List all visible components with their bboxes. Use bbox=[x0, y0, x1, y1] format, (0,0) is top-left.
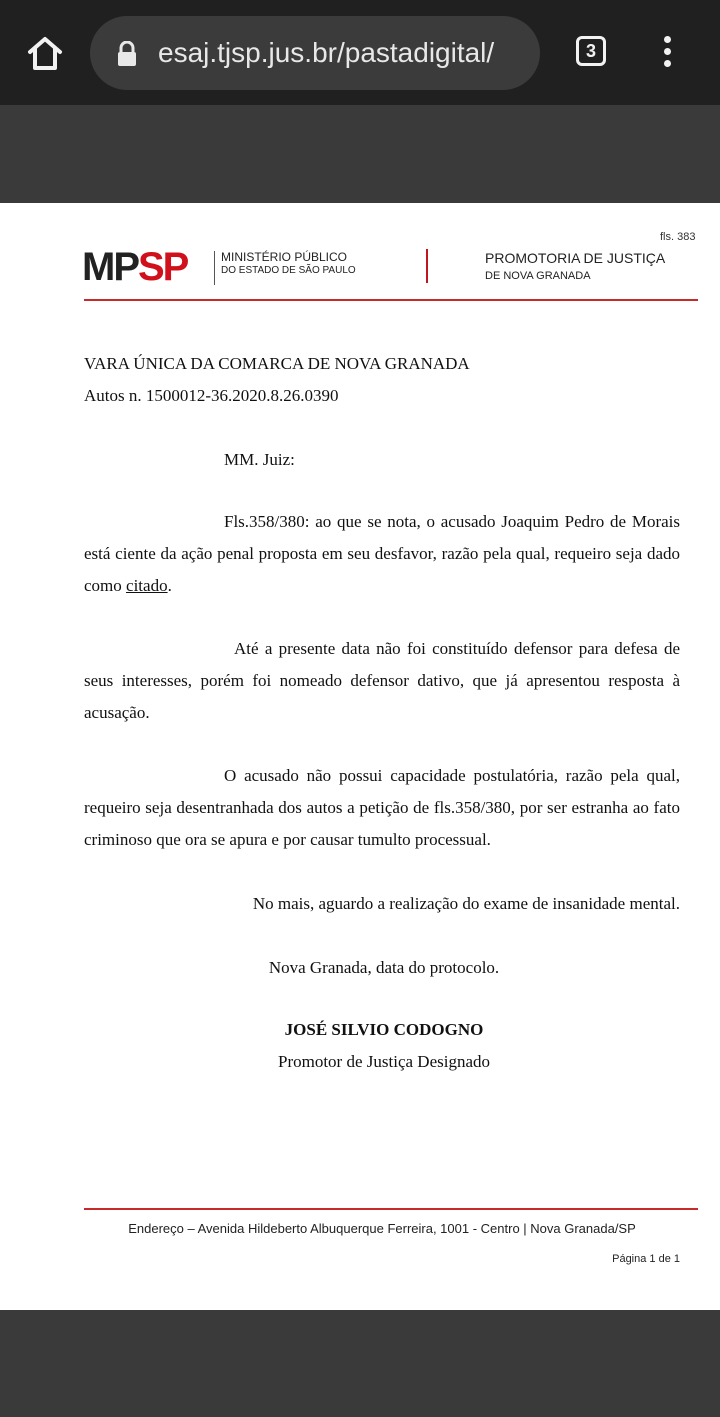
folio-number: fls. 383 bbox=[660, 231, 696, 243]
url-text[interactable]: esaj.tjsp.jus.br/pastadigital/ bbox=[158, 37, 495, 68]
vara-line: VARA ÚNICA DA COMARCA DE NOVA GRANADA bbox=[84, 354, 470, 373]
autos-line: Autos n. 1500012-36.2020.8.26.0390 bbox=[84, 386, 339, 405]
home-button[interactable] bbox=[22, 30, 68, 76]
salutation: MM. Juiz: bbox=[224, 450, 295, 469]
lock-icon bbox=[116, 41, 138, 67]
promotoria-label: PROMOTORIA DE JUSTIÇA DE NOVA GRANADA bbox=[485, 250, 666, 282]
paragraph-4: No mais, aguardo a realização do exame de insanidade mental. bbox=[252, 894, 680, 913]
court-heading bbox=[84, 348, 680, 412]
more-vert-icon[interactable] bbox=[656, 36, 678, 70]
address-bar[interactable] bbox=[90, 16, 540, 90]
footer-rule bbox=[84, 1208, 698, 1210]
tabs-icon[interactable]: 3 bbox=[576, 36, 606, 66]
page-number: Página 1 de 1 bbox=[612, 1253, 680, 1265]
footer-address: Endereço – Avenida Hildeberto Albuquerque Ferreira, 1001 - Centro | Nova Granada/SP bbox=[128, 1221, 636, 1236]
paragraph-2: Até a presente data não foi constituído defensor para defesa de seus interesses, porém foi nomeado defensor dativo, que já apresentou resposta à acusação. bbox=[84, 639, 680, 722]
signer-title: Promotor de Justiça Designado bbox=[278, 1052, 490, 1071]
place-date: Nova Granada, data do protocolo. bbox=[268, 958, 500, 977]
viewer-background-bottom bbox=[0, 1310, 720, 1417]
header-rule bbox=[84, 299, 698, 301]
paragraph-3: O acusado não possui capacidade postulatória, razão pela qual, requeiro seja desentranhada dos autos a petição de fls.358/380, por ser estranha ao fato criminoso que ora se apura e por causar tumulto processual. bbox=[84, 766, 680, 849]
paragraph-1: Fls.358/380: ao que se nota, o acusado Joaquim Pedro de Morais está ciente da ação penal proposta em seu desfavor, razão pela qual, requeiro seja dado como citado. bbox=[84, 512, 680, 595]
header-divider bbox=[426, 249, 428, 283]
browser-toolbar bbox=[0, 0, 720, 105]
citado-underlined: citado bbox=[126, 576, 168, 595]
viewer-background-top bbox=[0, 105, 720, 203]
ministerio-publico-label: MINISTÉRIO PÚBLICO DO ESTADO DE SÃO PAULO bbox=[214, 251, 356, 285]
mpsp-logo: MPSP bbox=[82, 245, 188, 289]
document-page bbox=[0, 203, 720, 1310]
salutation-wrap bbox=[84, 444, 680, 476]
signer-name: JOSÉ SILVIO CODOGNO bbox=[284, 1020, 484, 1039]
home-icon bbox=[22, 30, 68, 76]
